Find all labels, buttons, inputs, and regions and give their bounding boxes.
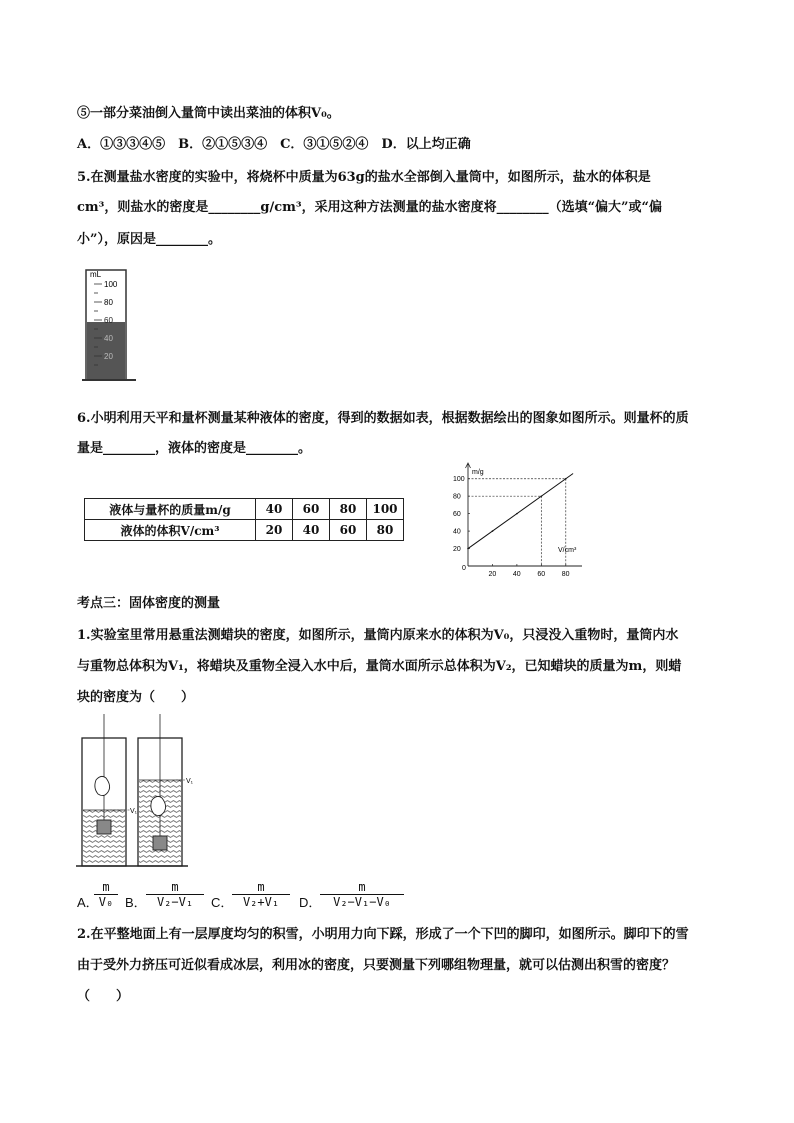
y-tick-label: 60 (453, 511, 461, 519)
table-cell: 40 (256, 499, 293, 520)
table-cell: 60 (293, 499, 330, 520)
mass-volume-chart (448, 462, 588, 578)
table-cell: 20 (256, 520, 293, 541)
cylinder-tick-60: 60 (104, 316, 113, 325)
y-tick-label: 100 (453, 476, 465, 484)
table-cell: 100 (367, 499, 404, 520)
q5-line1: 5.在测量盐水密度的实验中，将烧杯中质量为63g的盐水全部倒入量筒中，如图所示，盐水的体积是 (77, 170, 651, 185)
q6-line2: 量是________，液体的密度是________。 (77, 441, 312, 456)
section-title-3: 考点三：固体密度的测量 (77, 596, 221, 611)
q6-line1: 6.小明利用天平和量杯测量某种液体的密度，得到的数据如表，根据数据绘出的图象如图所示。则量杯的质 (77, 411, 689, 426)
table-cell: 40 (293, 520, 330, 541)
table-cell: 60 (330, 520, 367, 541)
q4-options: A．①③③④⑤ B．②①⑤③④ C．③①⑤②④ D．以上均正确 (77, 137, 471, 152)
origin-label: 0 (462, 565, 466, 572)
data-point (516, 513, 518, 515)
option-a-fraction (94, 880, 118, 909)
s3q1-line2: 与重物总体积为V₁，将蜡块及重物全浸入水中后，量筒水面所示总体积为V₂，已知蜡块的质量为m，则蜡 (77, 659, 682, 674)
option-d-label: D． (299, 895, 322, 910)
table-row (85, 520, 404, 541)
s3q2-line1: 2.在平整地面上有一层厚度均匀的积雪，小明用力向下踩，形成了一个下凹的脚印，如图所示。脚印下的雪 (77, 927, 689, 942)
y-axis-label: m/g (472, 469, 484, 476)
fig-label-v1: V₁ (130, 808, 138, 815)
x-tick-label: 20 (488, 571, 497, 578)
option-b-label: B． (125, 895, 147, 910)
y-tick-label: 80 (453, 493, 461, 501)
s3q2-line2: 由于受外力挤压可近似看成冰层，利用冰的密度，只要测量下列哪组物理量，就可以估测出积雪的密度？ (77, 958, 676, 973)
fig-label-v2: V₁ (186, 778, 194, 785)
option-b-fraction (146, 880, 204, 909)
table-cell: 液体与量杯的质量m/g (85, 499, 256, 520)
cylinder-tick-100: 100 (104, 280, 118, 289)
chart-guides (468, 479, 566, 566)
option-d-denominator: V₂−V₁−V₀ (320, 894, 404, 909)
table-cell: 液体的体积V/cm³ (85, 520, 256, 541)
data-point (565, 478, 567, 480)
s3q1-line3: 块的密度为（ ） (77, 690, 195, 705)
option-d-fraction (320, 880, 404, 909)
data-point (492, 530, 494, 532)
x-tick-label: 40 (512, 571, 521, 578)
table-cell: 80 (367, 520, 404, 541)
data-table (84, 498, 404, 541)
option-b-denominator: V₂−V₁ (146, 894, 204, 909)
data-point (541, 495, 543, 497)
q5-line2: cm³，则盐水的密度是________g/cm³，采用这种方法测量的盐水密度将________（选填“偏大”或“偏 (77, 200, 663, 215)
option-a-numerator: m (102, 880, 110, 894)
cylinder-tick-80: 80 (104, 298, 113, 307)
option-b-numerator: m (171, 880, 179, 894)
cylinder-tick-20: 20 (104, 352, 113, 361)
table-row (85, 499, 404, 520)
chart-ticks (453, 476, 570, 578)
x-tick-label: 80 (561, 571, 570, 578)
q5-line3: 小”），原因是________。 (77, 232, 221, 247)
data-point (467, 548, 469, 550)
y-tick-label: 20 (453, 546, 461, 554)
s3q2-line3: （ ） (77, 989, 130, 1004)
x-tick-label: 60 (537, 571, 546, 578)
option-d-numerator: m (358, 880, 366, 894)
y-tick-label: 40 (453, 528, 461, 536)
option-c-numerator: m (257, 880, 265, 894)
option-c-denominator: V₂+V₁ (232, 894, 290, 909)
series-line (468, 473, 573, 548)
q4-step5: ⑤一部分菜油倒入量筒中读出菜油的体积V₀。 (77, 106, 340, 121)
option-c-fraction (232, 880, 290, 909)
graduated-cylinder-figure (80, 262, 140, 386)
sinker-method-figure (76, 714, 204, 870)
option-a-label: A． (77, 895, 99, 910)
s3q1-line1: 1.实验室里常用悬重法测蜡块的密度，如图所示，量筒内原来水的体积为V₀，只浸没入重物时，量筒内水 (77, 628, 679, 643)
x-axis-label: V/cm³ (558, 547, 577, 554)
table-cell: 80 (330, 499, 367, 520)
option-c-label: C． (211, 895, 234, 910)
option-a-denominator: V₀ (94, 894, 118, 909)
cylinder-unit: mL (90, 270, 102, 279)
cylinder-tick-40: 40 (104, 334, 113, 343)
chart-series (467, 473, 573, 549)
